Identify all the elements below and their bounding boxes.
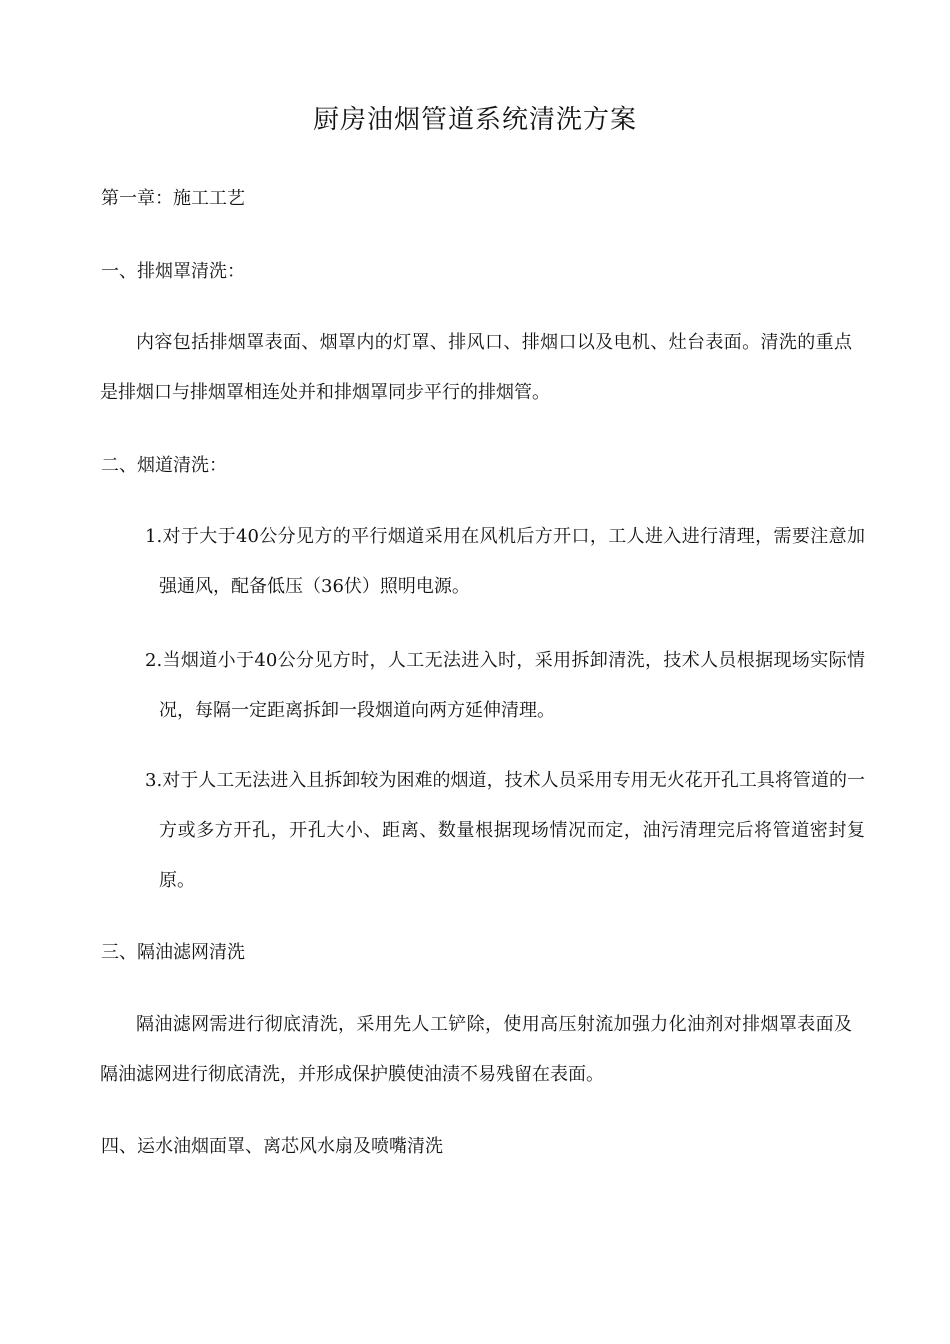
section-1-paragraph: 内容包括排烟罩表面、烟罩内的灯罩、排风口、排烟口以及电机、灶台表面。清洗的重点是排烟口与排烟罩相连处并和排烟罩同步平行的排烟管。 xyxy=(100,332,852,403)
section-heading-3: 三、隔油滤网清洗 xyxy=(101,942,245,963)
chapter-heading: 第一章：施工工艺 xyxy=(101,188,245,209)
section-heading-2: 二、烟道清洗： xyxy=(101,455,227,476)
section-2-item-3: 3.对于人工无法进入且拆卸较为困难的烟道，技术人员采用专用无火花开孔工具将管道的一方或多方开孔，开孔大小、距离、数量根据现场情况而定，油污清理完后将管道密封复原。 xyxy=(145,770,865,891)
document-title: 厨房油烟管道系统清洗方案 xyxy=(312,105,637,135)
section-2-item-1: 1.对于大于40公分见方的平行烟道采用在风机后方开口，工人进入进行清理，需要注意加强通风，配备低压（36伏）照明电源。 xyxy=(145,526,865,597)
section-heading-4: 四、运水油烟面罩、离芯风水扇及喷嘴清洗 xyxy=(101,1136,443,1157)
section-2-item-2: 2.当烟道小于40公分见方时，人工无法进入时，采用拆卸清洗，技术人员根据现场实际情况，每隔一定距离拆卸一段烟道向两方延伸清理。 xyxy=(145,650,865,721)
section-heading-1: 一、排烟罩清洗： xyxy=(101,261,245,282)
section-3-paragraph: 隔油滤网需进行彻底清洗，采用先人工铲除，使用高压射流加强力化油剂对排烟罩表面及隔油滤网进行彻底清洗，并形成保护膜使油渍不易残留在表面。 xyxy=(100,1014,852,1085)
